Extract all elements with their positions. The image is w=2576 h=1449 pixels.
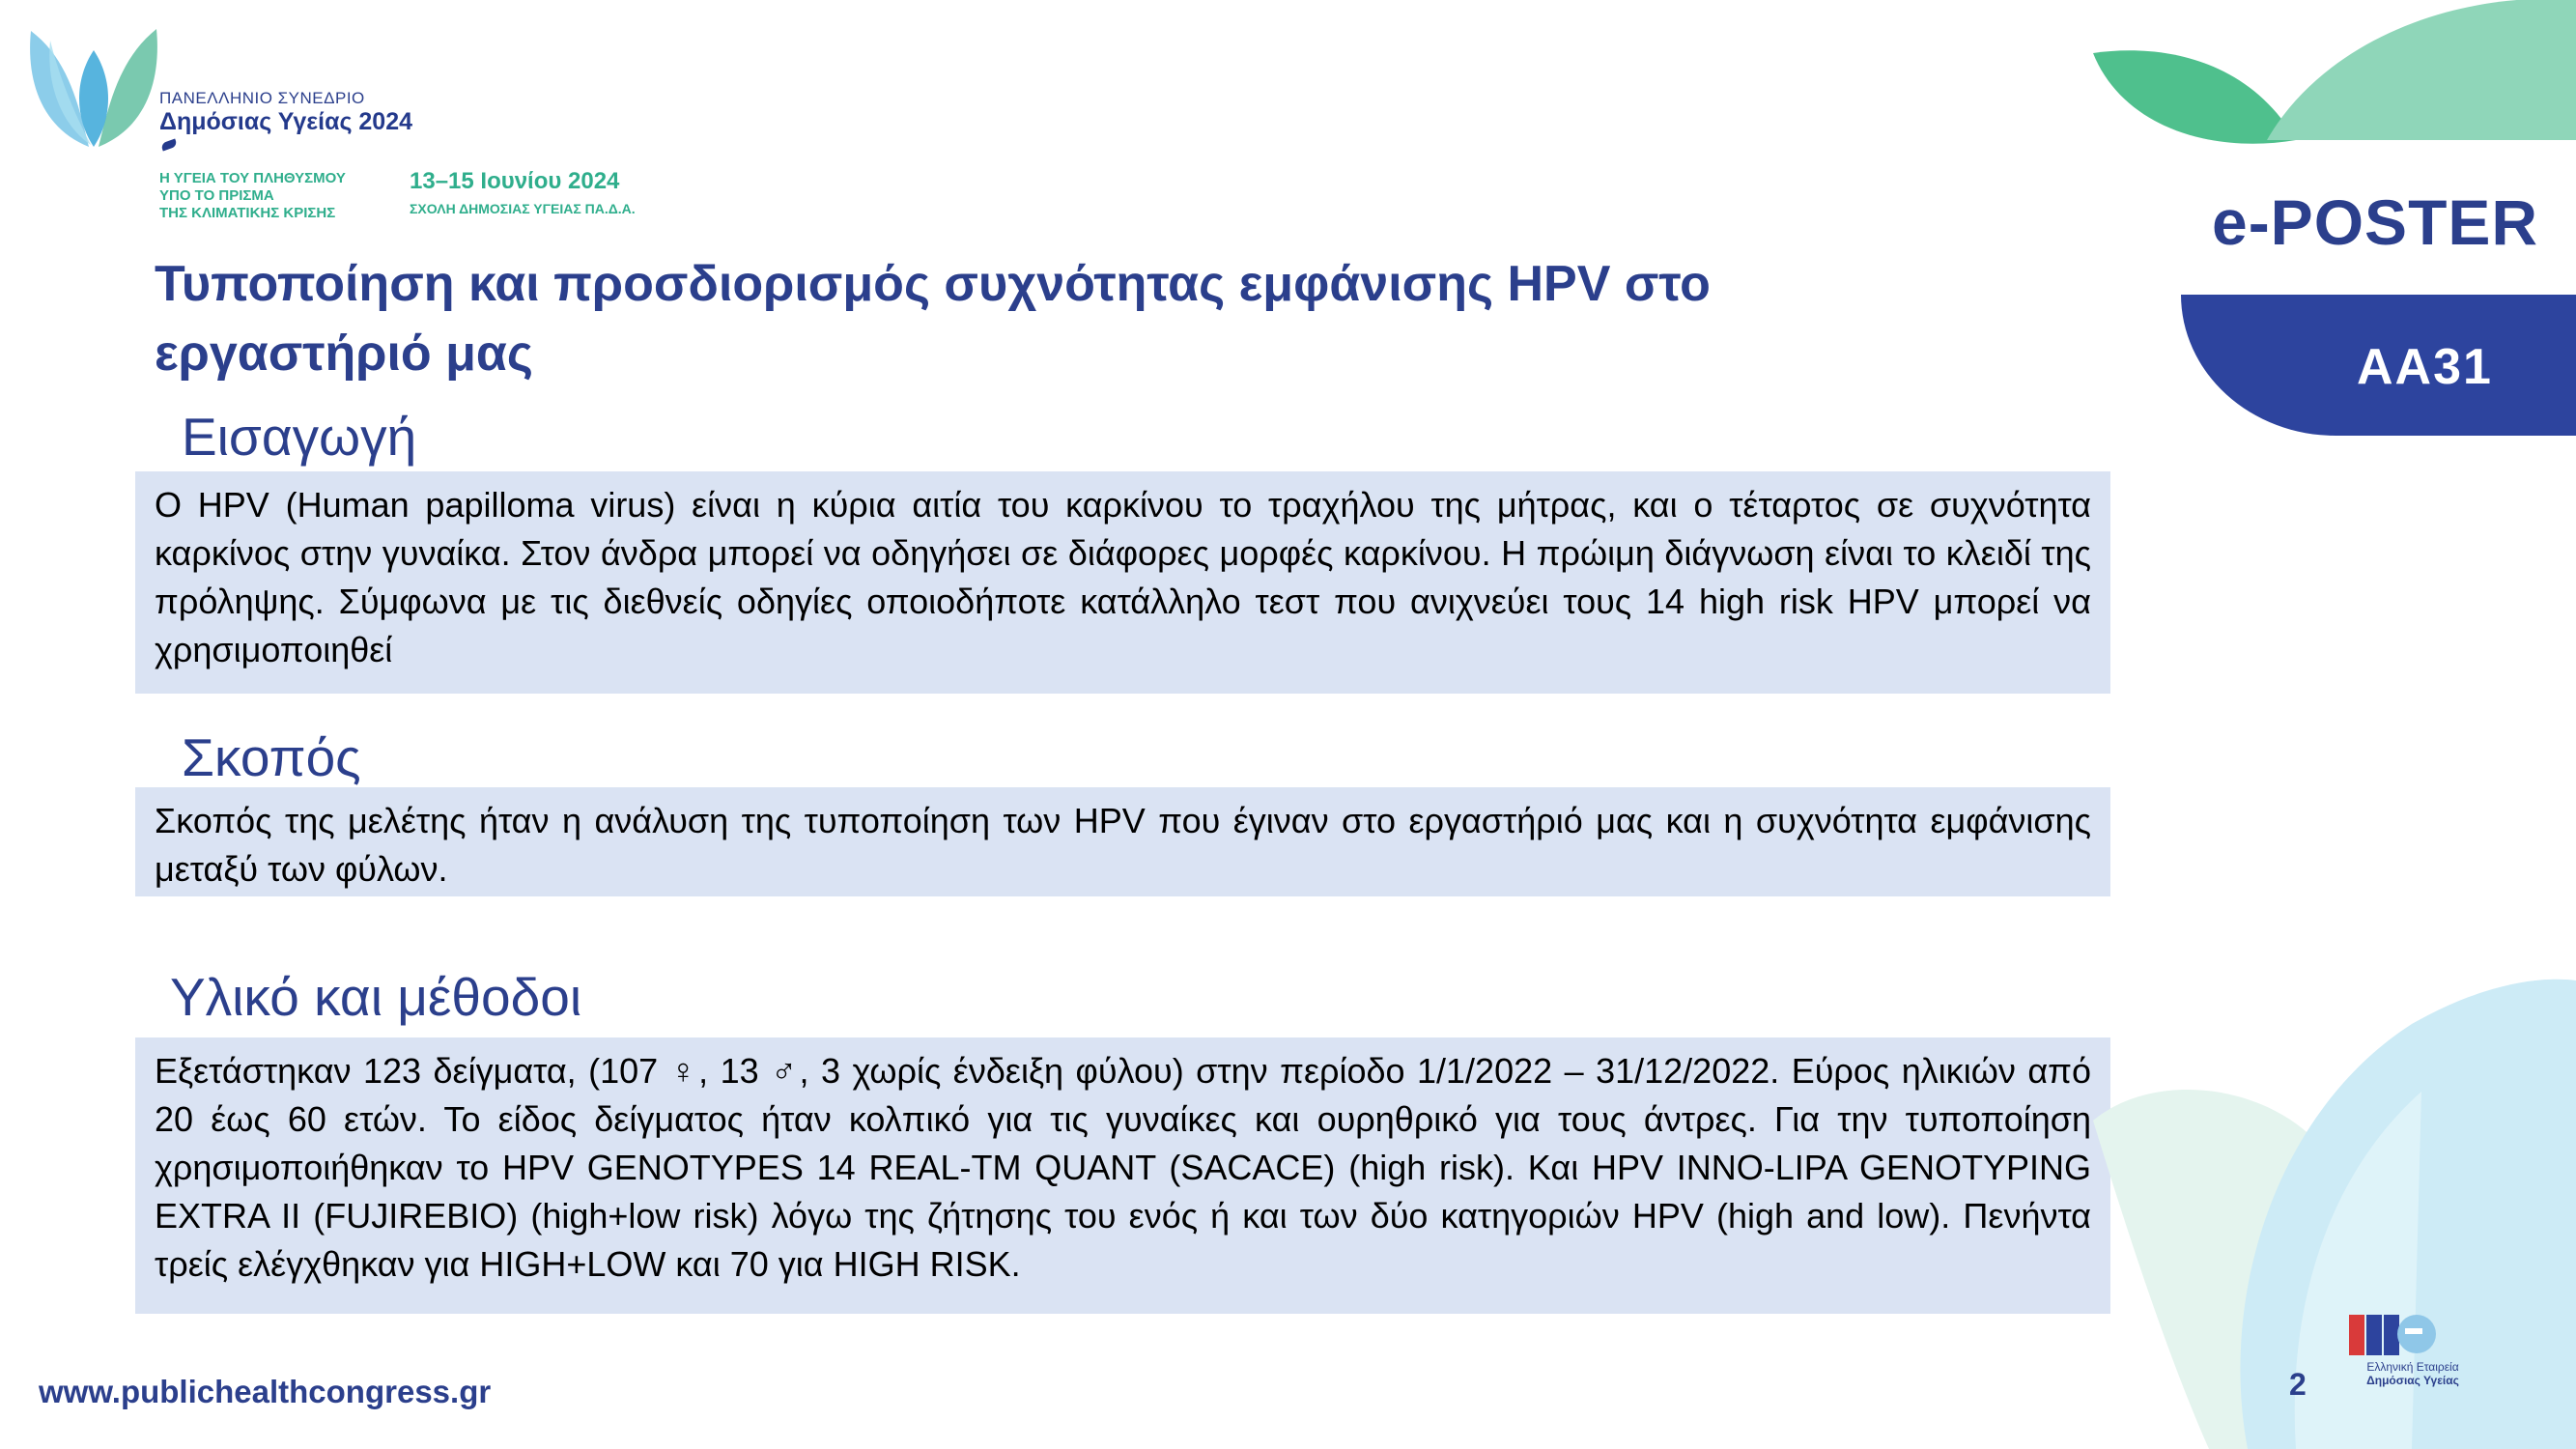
eposter-label: e-POSTER [2212,186,2539,258]
section-box-introduction [135,471,2110,694]
section-text-methods: Εξετάστηκαν 123 δείγματα, (107 ♀, 13 ♂, 3 χωρίς ένδειξη φύλου) στην περίοδο 1/1/2022 – 31/12/2022. Εύρος ηλικιών από 20 έως 60 ετών. Το είδος δείγματος ήταν κολπικό για τις γυναίκες και ουρηθρικό για τους άντρες. Για την τυποποίηση χρησιμοποιήθηκαν το HPV GENOTYPES 14 REAL-TM QUANT (SACACE) (high risk). Και HPV INNO-LIPA GENOTYPING EXTRA II (FUJIREBIO) (high+low risk) λόγω της ζήτησης του ενός ή και των δύο κατηγοριών HPV (high and low). Πενήντα τρείς ελέγχθηκαν για HIGH+LOW και 70 για HIGH RISK. [155,1051,2091,1284]
conference-dates: 13–15 Ιουνίου 2024 [410,168,620,194]
section-text-introduction: Ο HPV (Human papilloma virus) είναι η κύρια αιτία του καρκίνου το τραχήλου της μήτρας, και ο τέταρτος σε συχνότητα καρκίνος στην γυναίκα. Στον άνδρα μπορεί να οδηγήσει σε διάφορες μορφές καρκίνου. Η πρώιμη διάγνωση είναι το κλειδί της πρόληψης. Σύμφωνα με τις διεθνείς οδηγίες οποιοδήποτε κατάλληλο τεστ που ανιχνεύει τους 14 high risk HPV μπορεί να χρησιμοποιηθεί [155,485,2091,669]
society-name: Ελληνική Εταιρεία Δημόσιας Υγείας [2366,1360,2459,1387]
conference-theme: Η ΥΓΕΙΑ ΤΟΥ ΠΛΗΘΥΣΜΟΥ ΥΠΟ ΤΟ ΠΡΙΣΜΑ ΤΗΣ ΚΛΙΜΑΤΙΚΗΣ ΚΡΙΣΗΣ [159,170,346,221]
section-box-aim [135,787,2110,896]
website-link[interactable]: www.publichealthcongress.gr [39,1374,492,1409]
leaf-decoration-icon [2074,0,2576,155]
conference-name: Δημόσιας Υγείας 2024 [159,108,413,135]
poster-title: Τυποποίηση και προσδιορισμός συχνότητας εμφάνισης HPV στο εργαστήριό μας [155,256,1711,382]
conference-venue: ΣΧΟΛΗ ΔΗΜΟΣΙΑΣ ΥΓΕΙΑΣ ΠΑ.Δ.Α. [410,201,636,216]
poster-code: AA31 [2357,339,2493,395]
conference-logo-icon [21,21,166,152]
section-heading-introduction: Εισαγωγή [182,407,417,467]
conference-label: ΠΑΝΕΛΛΗΝΙΟ ΣΥΝΕΔΡΙΟ [159,89,365,107]
section-heading-aim: Σκοπός [182,727,361,787]
page-number: 2 [2289,1367,2307,1402]
section-heading-methods: Υλικό και μέθοδοι [170,967,582,1027]
section-text-aim: Σκοπός της μελέτης ήταν η ανάλυση της τυποποίηση των HPV που έγιναν στο εργαστήριό μας και η συχνότητα εμφάνισης μεταξύ των φύλων. [155,801,2091,889]
bottom-leaf-decoration-icon [2093,976,2576,1449]
section-box-methods [135,1037,2110,1314]
